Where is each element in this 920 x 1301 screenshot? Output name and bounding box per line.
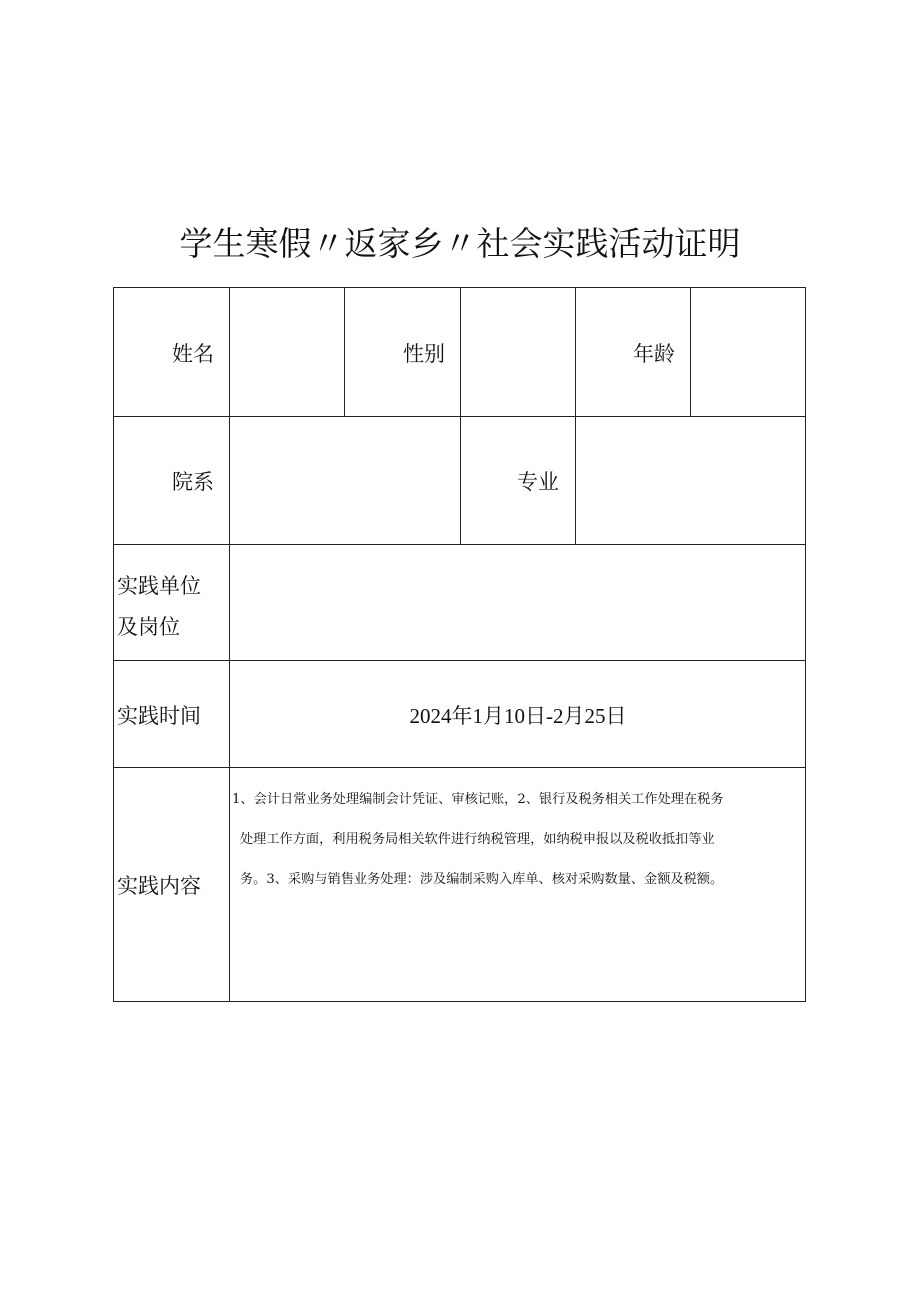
dept-label: 院系	[172, 470, 214, 494]
table-line	[113, 660, 806, 661]
content-line: 务。3、采购与销售业务处理：涉及编制采购入库单、核对采购数量、金额及税额。	[240, 872, 724, 887]
content-text	[232, 780, 804, 900]
table-line	[113, 1001, 806, 1002]
content-line: 1、会计日常业务处理编制会计凭证、审核记账，2、银行及税务相关工作处理在税务	[232, 792, 724, 807]
time-value: 2024年1月10日-2月25日	[409, 704, 627, 728]
table-line	[344, 287, 345, 416]
name-field[interactable]	[232, 334, 342, 374]
age-field[interactable]	[693, 334, 803, 374]
age-label: 年龄	[633, 342, 675, 366]
major-field[interactable]	[578, 462, 803, 502]
table-line	[113, 767, 806, 768]
unit-label-line1: 实践单位	[117, 574, 201, 598]
table-line	[113, 287, 114, 1002]
page-title: 学生寒假〃返家乡〃社会实践活动证明	[179, 224, 741, 263]
unit-field[interactable]	[232, 584, 802, 624]
content-line: 处理工作方面，利用税务局相关软件进行纳税管理，如纳税申报以及税收抵扣等业	[240, 832, 715, 847]
gender-field[interactable]	[463, 334, 573, 374]
name-label: 姓名	[172, 342, 214, 366]
table-line	[690, 287, 691, 416]
table-line	[805, 287, 806, 1002]
table-line	[113, 544, 806, 545]
major-label: 专业	[517, 470, 559, 494]
gender-label: 性别	[403, 342, 445, 366]
table-line	[460, 287, 461, 544]
table-line	[575, 287, 576, 544]
time-label: 实践时间	[117, 704, 201, 728]
unit-label-line2: 及岗位	[117, 615, 180, 639]
content-label: 实践内容	[117, 874, 201, 898]
dept-field[interactable]	[232, 462, 457, 502]
table-line	[229, 287, 230, 1002]
